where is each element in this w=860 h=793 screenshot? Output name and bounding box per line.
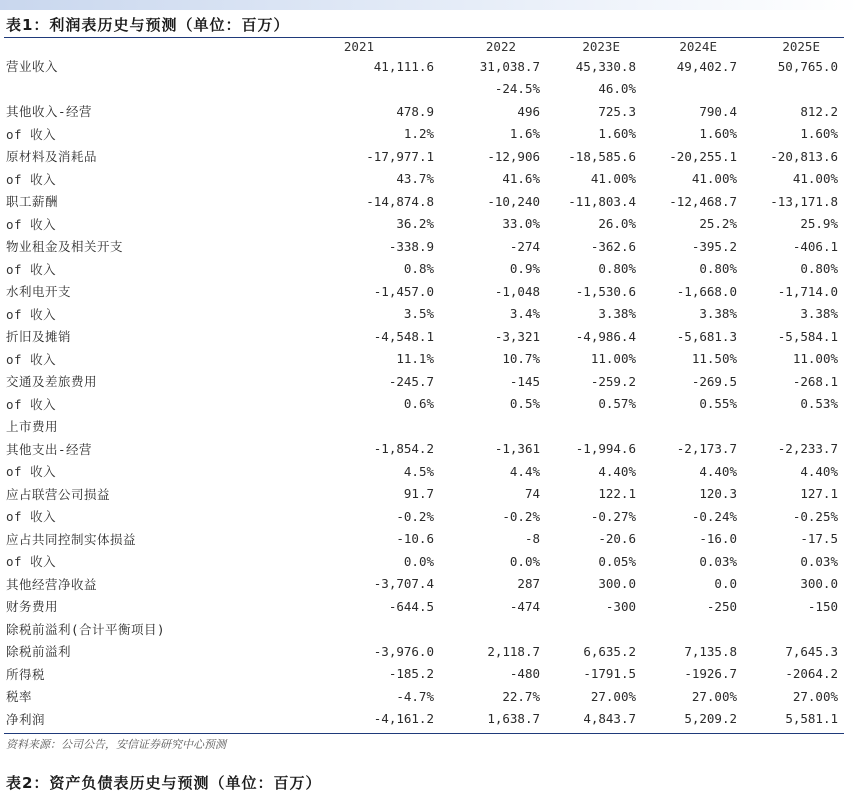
value-cell: -8 — [524, 531, 540, 547]
value-cell: 43.7% — [396, 171, 434, 187]
value-cell: -1,530.6 — [575, 283, 636, 299]
value-cell: -474 — [509, 598, 540, 614]
table-row — [4, 618, 844, 641]
row-label: 其他支出-经营 — [6, 441, 93, 457]
value-cell — [743, 415, 844, 438]
row-label: 上市费用 — [6, 419, 59, 435]
value-cell: 2,118.7 — [487, 643, 540, 659]
value-cell: 49,402.7 — [676, 58, 737, 74]
value-cell: -18,585.6 — [568, 148, 636, 164]
value-cell: 4.4% — [509, 463, 540, 479]
value-cell: 27.00% — [691, 688, 737, 704]
table-row — [4, 663, 844, 686]
table-row — [4, 325, 844, 348]
table-row — [4, 393, 844, 416]
value-cell — [642, 415, 743, 438]
value-cell: -17.5 — [800, 531, 838, 547]
table-row — [4, 348, 844, 371]
row-label: 税率 — [6, 689, 33, 705]
value-cell: 11.50% — [691, 351, 737, 367]
value-cell: 41.00% — [792, 171, 838, 187]
value-cell: 3.38% — [800, 306, 838, 322]
table-row — [4, 235, 844, 258]
row-label: of 收入 — [6, 306, 57, 322]
value-cell: 41.00% — [590, 171, 636, 187]
value-cell: 41,111.6 — [373, 58, 434, 74]
value-cell: -269.5 — [691, 373, 737, 389]
table-row — [4, 168, 844, 191]
value-cell: 27.00% — [590, 688, 636, 704]
value-cell: -0.2% — [396, 508, 434, 524]
value-cell: 0.6% — [403, 396, 434, 412]
row-label: 营业收入 — [6, 59, 59, 75]
value-cell: 25.2% — [699, 216, 737, 232]
value-cell: -4,161.2 — [373, 711, 434, 727]
table-row — [4, 213, 844, 236]
table-row — [4, 415, 844, 438]
value-cell: -395.2 — [691, 238, 737, 254]
value-cell: -14,874.8 — [366, 193, 434, 209]
table-row — [4, 370, 844, 393]
value-cell: 6,635.2 — [583, 643, 636, 659]
value-cell: 725.3 — [598, 103, 636, 119]
value-cell: 4.5% — [403, 463, 434, 479]
value-cell: 1.60% — [800, 126, 838, 142]
value-cell: 300.0 — [598, 576, 636, 592]
value-cell: -3,321 — [494, 328, 540, 344]
value-cell: 41.00% — [691, 171, 737, 187]
value-cell: 122.1 — [598, 486, 636, 502]
value-cell: 0.55% — [699, 396, 737, 412]
value-cell: -1791.5 — [583, 666, 636, 682]
value-cell: 7,135.8 — [684, 643, 737, 659]
value-cell: -4,548.1 — [373, 328, 434, 344]
value-cell: -300 — [605, 598, 636, 614]
value-cell — [743, 78, 844, 101]
value-cell: 4,843.7 — [583, 711, 636, 727]
value-cell: -0.27% — [590, 508, 636, 524]
value-cell: -10.6 — [396, 531, 434, 547]
value-cell — [254, 618, 440, 641]
value-cell: 0.0% — [403, 553, 434, 569]
value-cell: 1.2% — [403, 126, 434, 142]
table-row — [4, 573, 844, 596]
value-cell: 22.7% — [502, 688, 540, 704]
bottom-rule — [4, 733, 844, 734]
value-cell: -3,976.0 — [373, 643, 434, 659]
value-cell: 0.5% — [509, 396, 540, 412]
value-cell: 3.5% — [403, 306, 434, 322]
value-cell: -1,668.0 — [676, 283, 737, 299]
value-cell: -406.1 — [792, 238, 838, 254]
row-label: of 收入 — [6, 396, 57, 412]
value-cell: -11,803.4 — [568, 193, 636, 209]
row-label: of 收入 — [6, 351, 57, 367]
value-cell — [546, 415, 642, 438]
value-cell: 3.4% — [509, 306, 540, 322]
value-cell: 0.05% — [598, 553, 636, 569]
row-label: 净利润 — [6, 711, 46, 727]
row-label: 折旧及摊销 — [6, 329, 72, 345]
value-cell: -5,681.3 — [676, 328, 737, 344]
table-row — [4, 595, 844, 618]
row-label: of 收入 — [6, 171, 57, 187]
table-row — [4, 528, 844, 551]
value-cell: 91.7 — [403, 486, 434, 502]
row-label: 水利电开支 — [6, 284, 72, 300]
value-cell: 11.00% — [590, 351, 636, 367]
value-cell: -4,986.4 — [575, 328, 636, 344]
value-cell: -12,468.7 — [669, 193, 737, 209]
value-cell: 120.3 — [699, 486, 737, 502]
value-cell: 10.7% — [502, 351, 540, 367]
table-row — [4, 438, 844, 461]
row-label: of 收入 — [6, 216, 57, 232]
value-cell: -1,361 — [494, 441, 540, 457]
table-row — [4, 78, 844, 101]
value-cell: 790.4 — [699, 103, 737, 119]
row-label: 原材料及消耗品 — [6, 149, 98, 165]
value-cell: -17,977.1 — [366, 148, 434, 164]
value-cell: -20,255.1 — [669, 148, 737, 164]
value-cell: -16.0 — [699, 531, 737, 547]
row-label: of 收入 — [6, 464, 57, 480]
value-cell: -2,173.7 — [676, 441, 737, 457]
value-cell: 11.00% — [792, 351, 838, 367]
row-label: 所得税 — [6, 666, 46, 682]
value-cell: 0.03% — [699, 553, 737, 569]
year-header-2022: 2022 — [485, 39, 516, 54]
value-cell: 27.00% — [792, 688, 838, 704]
next-table-title: 表2：资产负债表历史与预测（单位：百万） — [6, 774, 322, 792]
value-cell — [642, 78, 743, 101]
value-cell: -338.9 — [388, 238, 434, 254]
value-cell: -259.2 — [590, 373, 636, 389]
value-cell: -12,906 — [487, 148, 540, 164]
value-cell: -362.6 — [590, 238, 636, 254]
value-cell: 5,581.1 — [785, 711, 838, 727]
value-cell: -1,854.2 — [373, 441, 434, 457]
value-cell: 25.9% — [800, 216, 838, 232]
table-row — [4, 303, 844, 326]
value-cell: 11.1% — [396, 351, 434, 367]
row-label: 应占共同控制实体损益 — [6, 531, 137, 547]
value-cell: -20,813.6 — [770, 148, 838, 164]
value-cell: 1.6% — [509, 126, 540, 142]
value-cell: 0.0% — [509, 553, 540, 569]
value-cell: 4.40% — [699, 463, 737, 479]
value-cell: 26.0% — [598, 216, 636, 232]
value-cell: 300.0 — [800, 576, 838, 592]
value-cell: -2064.2 — [785, 666, 838, 682]
value-cell: 0.8% — [403, 261, 434, 277]
value-cell: -13,171.8 — [770, 193, 838, 209]
value-cell: 287 — [517, 576, 540, 592]
value-cell: 3.38% — [699, 306, 737, 322]
table-row — [4, 123, 844, 146]
value-cell: -644.5 — [388, 598, 434, 614]
value-cell: -0.24% — [691, 508, 737, 524]
value-cell: -250 — [706, 598, 737, 614]
row-label: of 收入 — [6, 261, 57, 277]
table-row — [4, 483, 844, 506]
value-cell: 31,038.7 — [479, 58, 540, 74]
value-cell: 5,209.2 — [684, 711, 737, 727]
value-cell: 46.0% — [598, 81, 636, 97]
value-cell: 36.2% — [396, 216, 434, 232]
table-row — [4, 460, 844, 483]
table-row — [4, 550, 844, 573]
value-cell: 74 — [524, 486, 540, 502]
value-cell: 1.60% — [598, 126, 636, 142]
value-cell: -274 — [509, 238, 540, 254]
row-label: of 收入 — [6, 509, 57, 525]
value-cell: -1,457.0 — [373, 283, 434, 299]
value-cell: -5,584.1 — [777, 328, 838, 344]
top-accent-strip — [0, 0, 860, 10]
value-cell: -3,707.4 — [373, 576, 434, 592]
value-cell: 0.0 — [714, 576, 737, 592]
table-row — [4, 685, 844, 708]
value-cell: -10,240 — [487, 193, 540, 209]
row-label: 除税前溢利 — [6, 644, 72, 660]
table-row — [4, 708, 844, 731]
value-cell: 45,330.8 — [575, 58, 636, 74]
value-cell: 812.2 — [800, 103, 838, 119]
value-cell: 0.80% — [800, 261, 838, 277]
value-cell: -2,233.7 — [777, 441, 838, 457]
value-cell: 0.80% — [699, 261, 737, 277]
value-cell: -185.2 — [388, 666, 434, 682]
row-label — [4, 78, 254, 101]
value-cell: -24.5% — [494, 81, 540, 97]
table-body — [4, 55, 844, 730]
value-cell: 0.53% — [800, 396, 838, 412]
header-label-cell — [4, 38, 254, 55]
value-cell: -145 — [509, 373, 540, 389]
value-cell: 127.1 — [800, 486, 838, 502]
value-cell — [254, 78, 440, 101]
value-cell: -245.7 — [388, 373, 434, 389]
row-label: 应占联营公司损益 — [6, 486, 111, 502]
row-label: 物业租金及相关开支 — [6, 239, 124, 255]
value-cell: 496 — [517, 103, 540, 119]
table-row — [4, 100, 844, 123]
value-cell: 4.40% — [800, 463, 838, 479]
value-cell: 1.60% — [699, 126, 737, 142]
value-cell: -268.1 — [792, 373, 838, 389]
table-title: 表1：利润表历史与预测（单位：百万） — [6, 16, 290, 34]
value-cell: -0.2% — [502, 508, 540, 524]
row-label: of 收入 — [6, 554, 57, 570]
header-row — [4, 38, 844, 55]
value-cell: 478.9 — [396, 103, 434, 119]
value-cell: -150 — [807, 598, 838, 614]
value-cell: 1,638.7 — [487, 711, 540, 727]
value-cell — [546, 618, 642, 641]
value-cell — [440, 618, 546, 641]
row-label: 其他经营净收益 — [6, 576, 98, 592]
value-cell: 41.6% — [502, 171, 540, 187]
value-cell: 4.40% — [598, 463, 636, 479]
value-cell: 33.0% — [502, 216, 540, 232]
row-label: 交通及差旅费用 — [6, 374, 98, 390]
row-label: of 收入 — [6, 126, 57, 142]
table-row — [4, 640, 844, 663]
row-label: 其他收入-经营 — [6, 104, 93, 120]
year-header-2024e: 2024E — [679, 39, 717, 54]
value-cell — [254, 415, 440, 438]
value-cell: -4.7% — [396, 688, 434, 704]
value-cell: -1,714.0 — [777, 283, 838, 299]
value-cell: 3.38% — [598, 306, 636, 322]
table-row — [4, 258, 844, 281]
year-header-2023e: 2023E — [582, 39, 620, 54]
table-row — [4, 145, 844, 168]
value-cell: 7,645.3 — [785, 643, 838, 659]
row-label: 财务费用 — [6, 599, 59, 615]
value-cell: -20.6 — [598, 531, 636, 547]
value-cell — [642, 618, 743, 641]
table-row — [4, 280, 844, 303]
row-label: 职工薪酬 — [6, 194, 59, 210]
source-note: 资料来源：公司公告，安信证券研究中心预测 — [6, 738, 226, 751]
value-cell — [440, 415, 546, 438]
value-cell: 0.57% — [598, 396, 636, 412]
row-label: 除税前溢利(合计平衡项目) — [6, 621, 166, 637]
table-row — [4, 505, 844, 528]
value-cell: -1,994.6 — [575, 441, 636, 457]
value-cell: 0.80% — [598, 261, 636, 277]
value-cell: -0.25% — [792, 508, 838, 524]
value-cell: -480 — [509, 666, 540, 682]
value-cell: 0.9% — [509, 261, 540, 277]
value-cell: 0.03% — [800, 553, 838, 569]
table-row — [4, 55, 844, 78]
value-cell: -1,048 — [494, 283, 540, 299]
value-cell: -1926.7 — [684, 666, 737, 682]
income-statement-table — [4, 38, 844, 730]
year-header-2025e: 2025E — [782, 39, 820, 54]
value-cell — [743, 618, 844, 641]
table-row — [4, 190, 844, 213]
year-header-2021: 2021 — [343, 39, 374, 54]
value-cell: 50,765.0 — [777, 58, 838, 74]
